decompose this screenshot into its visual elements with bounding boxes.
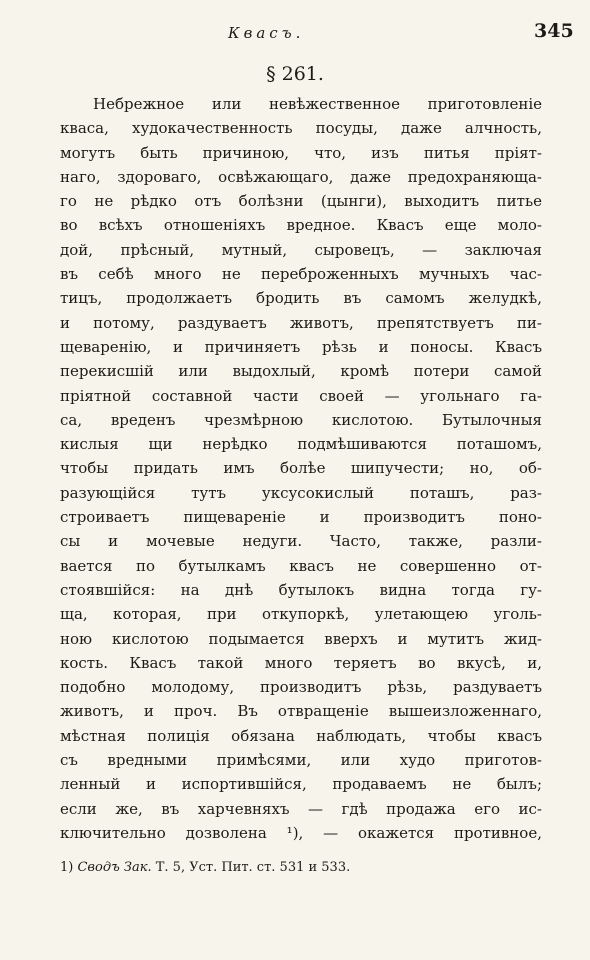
running-head: [0, 20, 590, 48]
footnote-source: Сводъ Зак.: [77, 860, 152, 875]
text-line: ключительно дозволена ¹), — окажется противное,: [60, 823, 542, 842]
footnote-text: Т. 5, Уст. Пит. ст. 531 и 533.: [155, 860, 351, 875]
footnote-marker: 1): [60, 860, 74, 875]
text-line: подобно молодому, производитъ рѣзь, раздуваетъ: [60, 678, 542, 697]
body-text: [60, 92, 542, 845]
text-line: пріятной составной части своей — угольнаго га-: [60, 386, 542, 405]
page-number: 345: [534, 20, 574, 42]
text-line: ною кислотою подымается вверхъ и мутитъ жид-: [60, 629, 542, 648]
text-line: перекисшій или выдохлый, кромѣ потери самой: [60, 362, 542, 381]
footnote: [60, 860, 542, 875]
text-line: разующійся тутъ уксусокислый поташъ, раз-: [60, 483, 542, 502]
text-line: кость. Квасъ такой много теряетъ во вкусѣ, и,: [60, 653, 542, 672]
text-line: могутъ быть причиною, что, изъ питья пріят-: [60, 143, 542, 162]
text-line: стоявшійся: на днѣ бутылокъ видна тогда гу-: [60, 580, 542, 599]
text-line: животъ, и проч. Въ отвращеніе вышеизложеннаго,: [60, 702, 542, 721]
text-line: щеваренію, и причиняетъ рѣзь и поносы. Квасъ: [60, 337, 542, 356]
running-title: Квасъ.: [228, 24, 305, 42]
text-line: ленный и испортившійся, продаваемъ не былъ;: [60, 775, 542, 794]
text-line: тицъ, продолжаетъ бродить въ самомъ желудкѣ,: [60, 289, 542, 308]
text-line: во всѣхъ отношеніяхъ вредное. Квасъ еще моло-: [60, 216, 542, 235]
section-number: § 261.: [266, 63, 324, 85]
text-line: ща, которая, при откупоркѣ, улетающею уголь-: [60, 605, 542, 624]
text-line: мѣстная полиція обязана наблюдать, чтобы квасъ: [60, 726, 542, 745]
text-line: въ себѣ много не переброженныхъ мучныхъ час-: [60, 265, 542, 284]
text-line: го не рѣдко отъ болѣзни (цынги), выходитъ питье: [60, 192, 542, 211]
text-line: и потому, раздуваетъ животъ, препятствуетъ пи-: [60, 313, 542, 332]
text-line: сы и мочевые недуги. Часто, также, разли-: [60, 532, 542, 551]
text-line: если же, въ харчевняхъ — гдѣ продажа его ис-: [60, 799, 542, 818]
text-line: наго, здороваго, освѣжающаго, даже предохраняюща-: [60, 167, 542, 186]
text-line: са, вреденъ чрезмѣрною кислотою. Бутылочныя: [60, 410, 542, 429]
text-line: кваса, худокачественность посуды, даже алчность,: [60, 119, 542, 138]
text-line: дой, прѣсный, мутный, сыровецъ, — заключая: [60, 240, 542, 259]
text-line: кислыя щи нерѣдко подмѣшиваются поташомъ,: [60, 435, 542, 454]
text-line: вается по бутылкамъ квасъ не совершенно от-: [60, 556, 542, 575]
text-line: строиваетъ пищевареніе и производитъ поно-: [60, 508, 542, 527]
text-line: чтобы придать имъ болѣе шипучести; но, об-: [60, 459, 542, 478]
text-line: съ вредными примѣсями, или худо приготов-: [60, 751, 542, 770]
text-line: Небрежное или невѣжественное приготовленіе: [93, 95, 542, 113]
